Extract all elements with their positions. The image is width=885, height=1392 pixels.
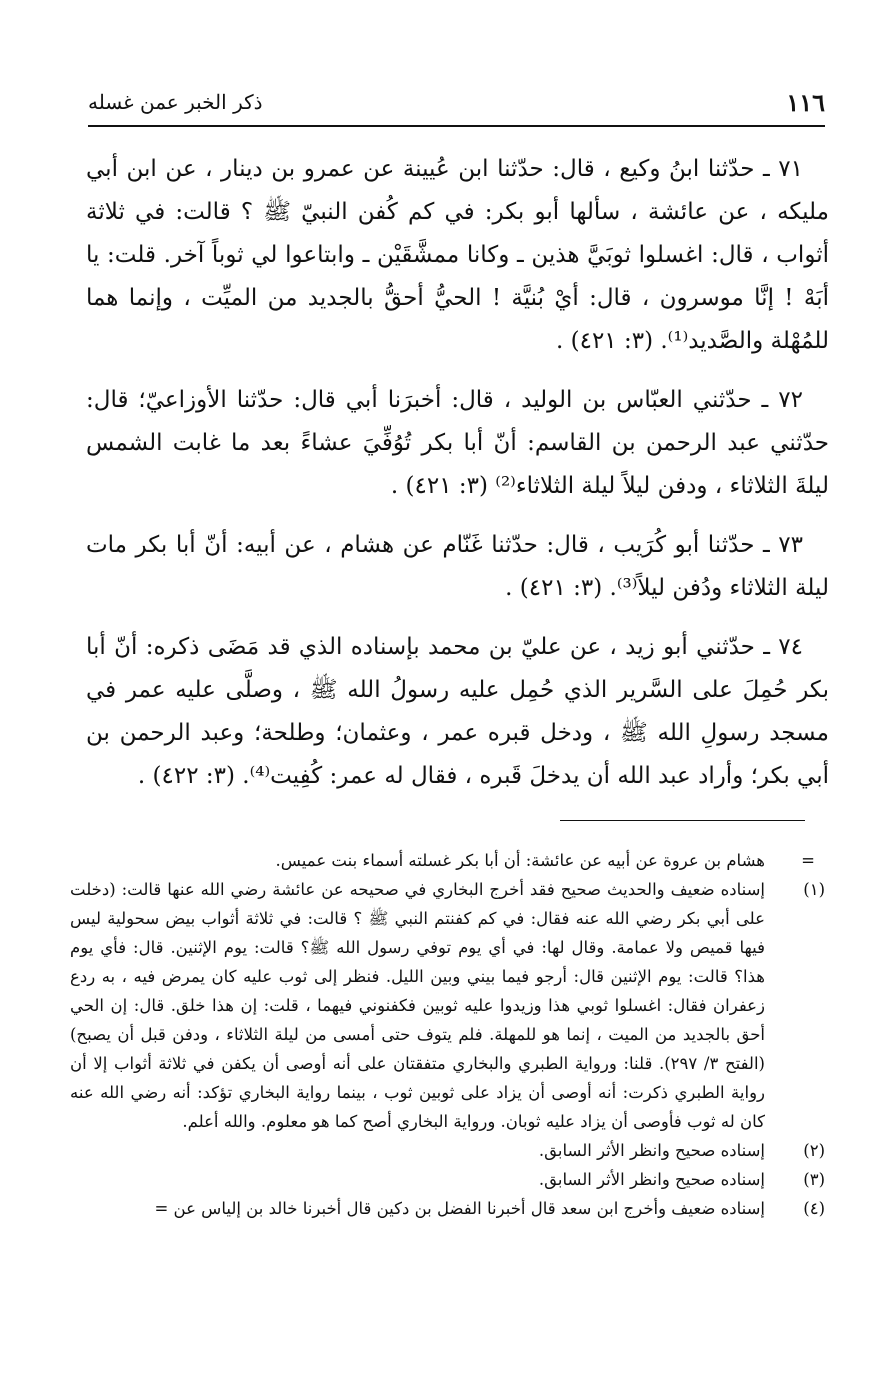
footnote-1: [70, 875, 825, 1136]
footnote-text: إسناده صحيح وانظر الأثر السابق.: [538, 1170, 765, 1189]
footnote-mark: (٣): [803, 1170, 825, 1189]
continuation-mark: =: [801, 851, 815, 870]
hadith-72: ٧٢ ـ حدّثني العبّاس بن الوليد ، قال: أخبرَنا أبي قال: حدّثنا الأوزاعيّ؛ قال: حدّثني عبد الرحمن بن القاسم: أنّ أبا بكر تُوُفِّيَ عشاءً بعد ما غابت الشمس ليلةَ الثلاثاء ، ودفن ليلاً ليلة الثلاثاء⁽²⁾ (٣: ٤٢١) .: [86, 387, 829, 499]
footnote-text: إسناده ضعيف وأخرج ابن سعد قال أخبرنا الفضل بن دكين قال أخبرنا خالد بن إلياس عن =: [154, 1199, 765, 1218]
footnote-mark: (٢): [803, 1141, 825, 1160]
footnote-separator: [560, 820, 805, 821]
footnote-mark: (١): [803, 880, 825, 899]
footnotes: [70, 846, 825, 1223]
footnote-text: إسناده صحيح وانظر الأثر السابق.: [538, 1141, 765, 1160]
running-title: ذكر الخبر عمن غسله: [88, 90, 263, 114]
hadith-73: ٧٣ ـ حدّثنا أبو كُرَيب ، قال: حدّثنا غَنّام عن هشام ، عن أبيه: أنّ أبا بكر مات ليلة الثلاثاء ودُفن ليلاً⁽³⁾. (٣: ٤٢١) .: [86, 532, 829, 601]
page-number: ١١٦: [786, 88, 825, 117]
footnote-mark: (٤): [803, 1199, 825, 1218]
footnote-text: هشام بن عروة عن أبيه عن عائشة: أن أبا بكر غسلته أسماء بنت عميس.: [275, 851, 765, 870]
footnote-3: [70, 1165, 825, 1194]
header-rule: [88, 125, 825, 127]
footnote-continuation: [70, 846, 825, 875]
hadith-71: ٧١ ـ حدّثنا ابنُ وكيع ، قال: حدّثنا ابن عُيينة عن عمرو بن دينار ، عن ابن أبي مليكه ، عن عائشة ، سألها أبو بكر: في كم كُفن النبيّ ﷺ ؟ قالت: في ثلاثة أثواب ، قال: اغسلوا ثوبَيَّ هذين ـ وكانا ممشَّقَيْن ـ وابتاعوا لي ثوباً آخر. قلت: يا أبَهْ ! إنَّا موسرون ، قال: أيْ بُنيَّة ! الحيُّ أحقُّ بالجديد من الميِّت ، وإنما هما للمُهْلة والصَّديد⁽¹⁾. (٣: ٤٢١) .: [86, 156, 829, 354]
main-text: [86, 148, 829, 814]
page-header: [88, 88, 825, 122]
hadith-74: ٧٤ ـ حدّثني أبو زيد ، عن عليّ بن محمد بإسناده الذي قد مَضَى ذكره: أنّ أبا بكر حُمِلَ على السَّرير الذي حُمِل عليه رسولُ الله ﷺ ، وصلَّى عليه عمر في مسجد رسولِ الله ﷺ ، ودخل قبره عمر ، وعثمان؛ وطلحة؛ وعبد الرحمن بن أبي بكر؛ وأراد عبد الله أن يدخلَ قَبره ، فقال له عمر: كُفِيت⁽⁴⁾. (٣: ٤٢٢) .: [86, 634, 829, 789]
footnote-text: إسناده ضعيف والحديث صحيح فقد أخرج البخاري في صحيحه عن عائشة رضي الله عنها قالت: (دخلت على أبي بكر رضي الله عنه فقال: في كم كفنتم النبي ﷺ ؟ قالت: في ثلاثة أثواب بيض سحولية ليس فيها قميص ولا عمامة. وقال لها: في أي يوم توفي رسول الله ﷺ؟ قالت: يوم الإثنين. قال: فأي يوم هذا؟ قالت: يوم الإثنين قال: أرجو فيما بيني وبين الليل. فنظر إلى ثوب عليه كان يمرض فيه ، به ردع زعفران فقال: اغسلوا ثوبي هذا وزيدوا عليه ثوبين فكفنوني فيهما ، قلت: إن هذا خلق. قال: إن الحي أحق بالجديد من الميت ، إنما هو للمهلة. فلم يتوف حتى أمسى من ليلة الثلاثاء ، ودفن قبل أن يصبح) (الفتح ٣/ ٢٩٧). قلنا: ورواية الطبري والبخاري متفقتان على أنه أوصى أن يكفن في ثلاثة أثواب إلا أن رواية الطبري ذكرت: أنه أوصى أن يزاد على ثوبين ثوب ، بينما رواية البخاري تؤكد: أنه رضي الله عنه كان له ثوب فأوصى أن يزاد عليه ثوبان. ورواية البخاري أصح كما هو معلوم. والله أعلم.: [70, 880, 765, 1131]
footnote-4: [70, 1194, 825, 1223]
footnote-2: [70, 1136, 825, 1165]
